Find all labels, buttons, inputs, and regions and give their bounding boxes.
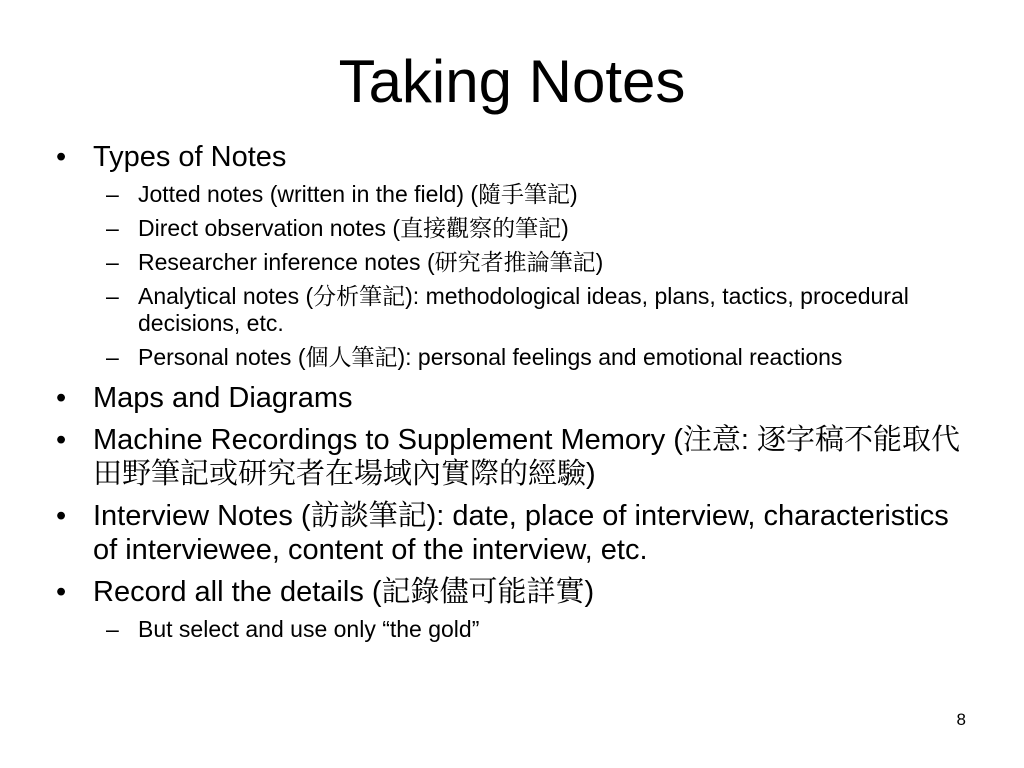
bullet-marker: •	[56, 424, 67, 456]
bullet-marker: •	[56, 500, 67, 532]
dash-marker: –	[106, 181, 119, 207]
dash-marker: –	[106, 215, 119, 241]
sub-bullet-item	[56, 249, 976, 276]
sub-bullet-text: Analytical notes (分析筆記): methodological ideas, plans, tactics, procedural decisions, etc.	[138, 283, 909, 336]
sub-bullet-text: Researcher inference notes (研究者推論筆記)	[138, 249, 604, 275]
dash-marker: –	[106, 616, 119, 642]
slide-body	[56, 140, 976, 643]
bullet-text: Record all the details (記錄儘可能詳實)	[93, 576, 595, 608]
dash-marker: –	[106, 344, 119, 370]
sub-bullet-item	[56, 215, 976, 242]
bullet-text: Maps and Diagrams	[93, 382, 353, 414]
sub-bullet-item	[56, 283, 976, 337]
bullet-marker: •	[56, 576, 67, 608]
sub-bullet-item	[56, 344, 976, 371]
bullet-text: Interview Notes (訪談筆記): date, place of interview, characteristics of interviewee, content of the interview, etc.	[93, 500, 949, 566]
sub-bullet-text: Personal notes (個人筆記): personal feelings and emotional reactions	[138, 344, 843, 370]
slide-title: Taking Notes	[338, 48, 686, 115]
page-number: 8	[956, 710, 966, 729]
bullet-item	[56, 423, 976, 491]
sub-bullet-item	[56, 181, 976, 208]
bullet-item	[56, 140, 976, 174]
dash-marker: –	[106, 249, 119, 275]
bullet-item	[56, 575, 976, 609]
bullet-marker: •	[56, 141, 67, 173]
bullet-marker: •	[56, 382, 67, 414]
bullet-text: Machine Recordings to Supplement Memory (注意: 逐字稿不能取代田野筆記或研究者在場域內實際的經驗)	[93, 424, 961, 490]
bullet-item	[56, 499, 976, 567]
sub-bullet-item	[56, 616, 976, 643]
bullet-text: Types of Notes	[93, 141, 287, 173]
sub-bullet-text: Direct observation notes (直接觀察的筆記)	[138, 215, 569, 241]
sub-bullet-text: But select and use only “the gold”	[138, 616, 480, 642]
bullet-item	[56, 381, 976, 415]
sub-bullet-text: Jotted notes (written in the field) (隨手筆記)	[138, 181, 578, 207]
dash-marker: –	[106, 283, 119, 309]
